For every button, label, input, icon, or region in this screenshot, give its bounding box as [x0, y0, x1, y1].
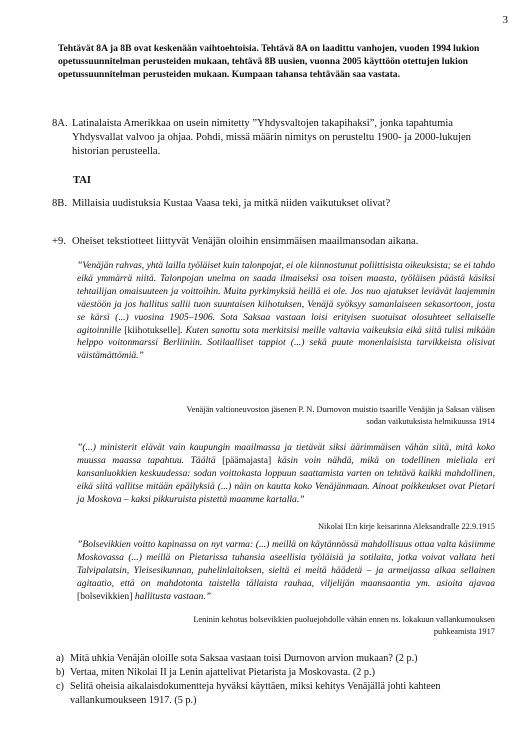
question-number: 8A. — [52, 118, 68, 129]
question-text: Oheiset tekstiotteet liittyvät Venäjän oloihin ensimmäisen maailmansodan aikana. — [72, 236, 419, 247]
instructions-paragraph: Tehtävät 8A ja 8B ovat keskenään vaihtoehtoisia. Tehtävä 8A on laadittu vanhojen, vuoden 1994 lukion opetussuunnitelman perusteiden mukaan, tehtävä 8B uusien, vuonna 2005 käyttöön otettujen lukion opetussuunnitelman perusteiden mukaan. Kumpaan tahansa tehtävään saa vastata. — [58, 43, 480, 81]
editor-insertion: [kiihotukselle] — [124, 324, 181, 336]
subquestion-text: Vertaa, miten Nikolai II ja Lenin ajattelivat Pietarista ja Moskovasta. (2 p.) — [70, 667, 375, 678]
question-8b — [52, 197, 494, 211]
subquestion-label: c) — [56, 681, 64, 692]
subquestion-text: Selitä oheisia aikalaisdokumentteja hyväksi käyttäen, miksi kehitys Venäjällä johti kahteen vallankumoukseen 1917. (5 p.) — [70, 681, 441, 706]
quote-source-nikolai: Nikolai II:n kirje keisarinna Aleksandralle 22.9.1915 — [318, 522, 495, 531]
subquestion-label: b) — [56, 667, 65, 678]
quote-lenin — [77, 539, 495, 604]
quote-text: käsin voin nähdä, mikä on todellinen mieliala eri kansanluokkien keskuudessa: sodan voittokasta loppuun saattamista varten on tehtävä kaikki mahdollinen, eikä siitä vallitse mitään epäilyksiä (...) näin on kautta koko Venäjänmaan. Ainoat poikkeukset ovat Pietari ja Moskova – kaksi pikkuruista pistettä maamme kartalla.” — [77, 454, 496, 505]
quote-text: ”Venäjän rahvas, yhtä lailla työläiset kuin talonpojat, ei ole kiinnostunut poliittisista oikeuksista; se ei tahdo eikä ymmärrä niitä. Talonpojan unelma on saada ilmaiseksi osa toisen maasta, työläisen päästä käsiksi tehtailijan omaisuuteen ja voittoihin. Muita pyrkimyksiä heillä ei ole. Jos nuo ajatukset leviävät laajemmin väestöön ja jos hallitus sallii tuon suuntaisen kiihotuksen, Venäjä syöksyy samanlaiseen sekasortoon, josta se kärsi (...) vuosina 1905–1906. Sota Saksaa vastaan loisi erityisen suotuisat olosuhteet sellaiselle agitoinnille — [77, 260, 495, 336]
alternative-separator: TAI — [73, 175, 92, 186]
subquestion-b — [56, 666, 490, 680]
question-text: Latinalaista Amerikkaa on usein nimitetty ”Yhdysvaltojen takapihaksi”, jonka tapahtumia Yhdysvallat valvoo ja ohjaa. Pohdi, missä määrin nimitys on perusteltu 1900- ja 2000-lukujen historian perusteella. — [72, 118, 471, 157]
subquestion-text: Mitä uhkia Venäjän oloille sota Saksaa vastaan toisi Durnovon arvion mukaan? (2 p.) — [70, 653, 418, 664]
subquestion-label: a) — [56, 653, 64, 664]
quote-text: ”(...) ministerit elävät vain kaupungin maailmassa ja tietävät siksi äärimmäisen vähän siitä, mitä koko muussa maassa tapahtuu. Täältä — [77, 442, 495, 466]
quote-source-durnovo: Venäjän valtioneuvoston jäsenen P. N. Durnovon muistio tsaarille Venäjän ja Saksan välisen sodan vaikutuksista helmikuussa 1914 — [186, 405, 495, 426]
question-9 — [52, 235, 494, 249]
quote-source-lenin: Leninin kehotus bolsevikkien puoluejohdolle vähän ennen ns. lokakuun vallankumouksen puhkeamista 1917 — [193, 615, 495, 636]
question-text: Millaisia uudistuksia Kustaa Vaasa teki, ja mitkä niiden vaikutukset olivat? — [72, 198, 391, 209]
question-8a — [52, 117, 494, 159]
quote-text: ”Bolsevikkien voitto kapinassa on nyt varma: (...) meillä on käytännössä mahdollisuus ottaa valta käsiimme Moskovassa (...) meillä on Pietarissa tuhansia aseellisia työläisiä ja sotilaita, jotka voivat vallata heti Talvipalatsin, Yleisesikunnan, puhelinlaitoksen, sieltä ei meitä häädetä – ja armeijassa alkaa sellainen agitaatio, että on mahdotonta taistella tällaista rauhaa, viljelijän maansaantia ym. asioita ajavaa — [77, 539, 495, 589]
question-number: +9. — [52, 236, 66, 247]
subquestion-c — [56, 680, 490, 707]
editor-insertion: [päämajasta] — [222, 454, 272, 466]
editor-insertion: [bolsevikkien] — [77, 590, 133, 602]
page-number: 3 — [502, 14, 508, 26]
question-number: 8B. — [52, 198, 68, 209]
quote-text: hallitusta vastaan.” — [132, 590, 212, 602]
quote-nikolai — [77, 442, 495, 507]
quote-text: . Kuten sanottu sota merkitsisi meille valtavia vaikeuksia eikä siitä tulisi mikään helppo voitonmarssi Berliiniin. Sotilaalliset tappiot (...) sekä puute monenlaisista tarvikkeista olisivat väistämättömiä.” — [77, 324, 495, 362]
subquestion-a — [56, 652, 490, 666]
quote-durnovo — [77, 260, 495, 363]
